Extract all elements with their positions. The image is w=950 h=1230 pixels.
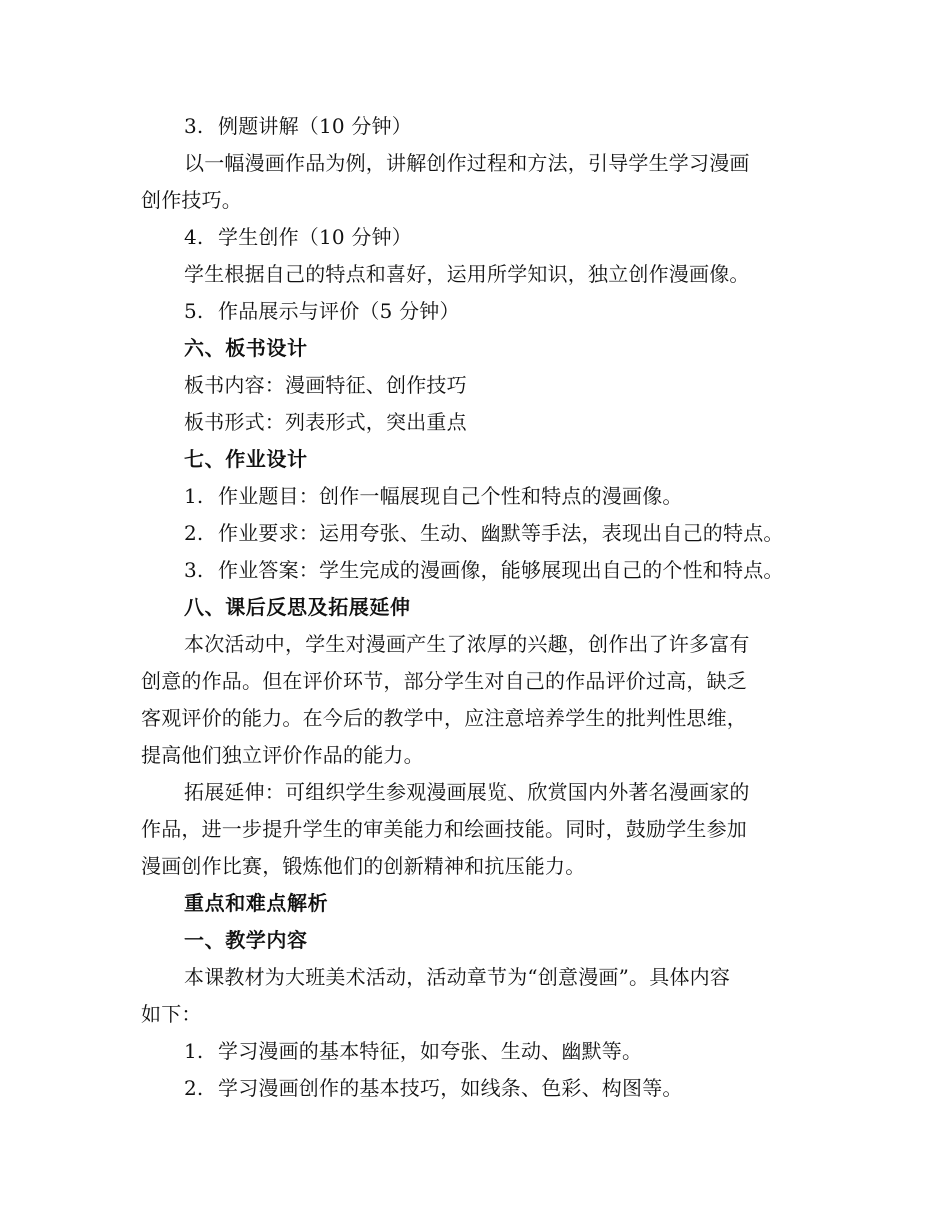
list-item-content-1 [141,1033,821,1070]
list-item-lesson-step-4 [141,219,821,256]
list-item-content-2 [141,1070,821,1107]
paragraph-line: 学生根据自己的特点和喜好，运用所学知识，独立创作漫画像。 [184,262,750,286]
list-item-homework-3 [141,552,821,589]
list-number: 2. [184,521,204,545]
list-number: 2. [184,1076,204,1100]
paragraph-line: 拓展延伸：可组织学生参观漫画展览、欣赏国内外著名漫画家的 [184,780,750,804]
paragraph-line: 客观评价的能力。在今后的教学中，应注意培养学生的批判性思维， [141,706,747,730]
list-text: 作业题目：创作一幅展现自己个性和特点的漫画像。 [218,484,683,508]
list-number: 1. [184,1039,204,1063]
paragraph-line: 以一幅漫画作品为例，讲解创作过程和方法，引导学生学习漫画 [184,151,750,175]
list-text: 作品展示与评价（5 分钟） [218,299,460,323]
paragraph-line: 作品，进一步提升学生的审美能力和绘画技能。同时，鼓励学生参加 [141,817,747,841]
list-number: 3. [184,558,204,582]
section-heading-board-design: 六、板书设计 [184,336,308,360]
section-heading-reflection: 八、课后反思及拓展延伸 [184,595,411,619]
paragraph-line: 本次活动中，学生对漫画产生了浓厚的兴趣，创作出了许多富有 [184,632,750,656]
list-item-homework-2 [141,515,821,552]
list-number: 5. [184,299,204,323]
list-item-homework-1 [141,478,821,515]
section-heading-homework-design: 七、作业设计 [184,447,308,471]
list-text: 学习漫画创作的基本技巧，如线条、色彩、构图等。 [218,1076,683,1100]
list-item-lesson-step-3 [141,108,821,145]
list-number: 4. [184,225,204,249]
list-item-lesson-step-5 [141,293,821,330]
paragraph-line: 板书形式：列表形式，突出重点 [184,410,467,434]
list-text: 学习漫画的基本特征，如夸张、生动、幽默等。 [218,1039,643,1063]
list-text: 例题讲解（10 分钟） [218,114,413,138]
paragraph-line: 板书内容：漫画特征、创作技巧 [184,373,467,397]
list-number: 1. [184,484,204,508]
paragraph-line: 如下： [141,1002,202,1026]
paragraph-line: 创意的作品。但在评价环节，部分学生对自己的作品评价过高，缺乏 [141,669,747,693]
document-body [141,108,821,1107]
paragraph-line: 本课教材为大班美术活动，活动章节为“创意漫画”。具体内容 [184,965,731,989]
list-text: 学生创作（10 分钟） [218,225,413,249]
section-heading-teaching-content: 一、教学内容 [184,928,308,952]
paragraph-line: 提高他们独立评价作品的能力。 [141,743,424,767]
list-text: 作业要求：运用夸张、生动、幽默等手法，表现出自己的特点。 [218,521,784,545]
list-text: 作业答案：学生完成的漫画像，能够展现出自己的个性和特点。 [218,558,784,582]
paragraph-line: 创作技巧。 [141,188,242,212]
section-heading-key-points: 重点和难点解析 [184,891,329,915]
paragraph-line: 漫画创作比赛，锻炼他们的创新精神和抗压能力。 [141,854,586,878]
list-number: 3. [184,114,204,138]
